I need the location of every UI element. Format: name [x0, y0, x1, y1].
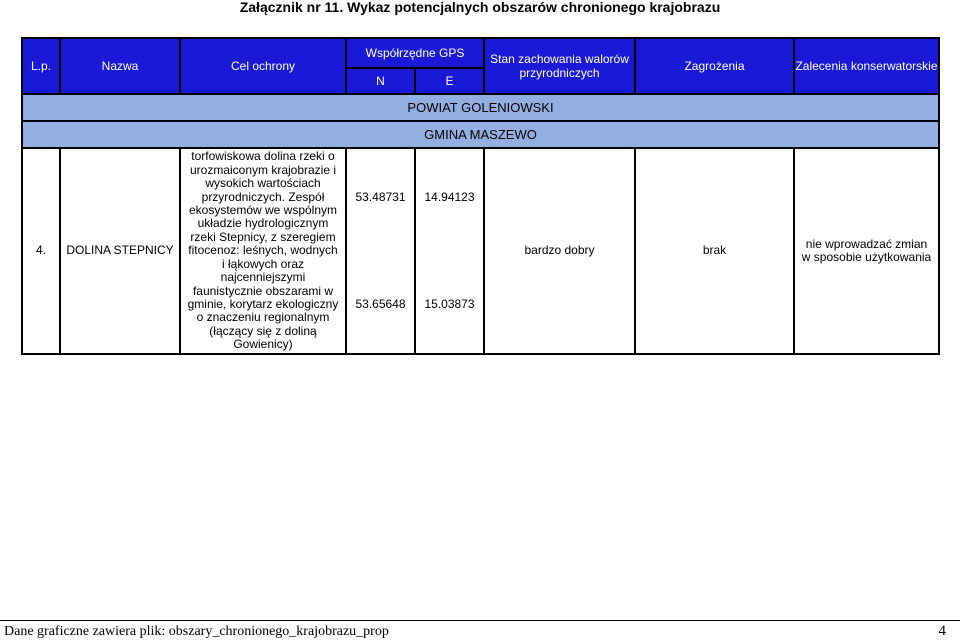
row-lp: 4. [35, 243, 46, 258]
table-row [22, 148, 939, 354]
header-zalecenia-label: Zalecenia konserwatorskie [795, 59, 938, 73]
row-e2: 15.03873 [424, 296, 475, 311]
row-n1: 53.48731 [355, 190, 406, 204]
cell-nazwa [60, 148, 180, 354]
header-cel-label: Cel ochrony [230, 59, 296, 73]
header-lp-label: L.p. [30, 59, 51, 73]
row-zalecenia: nie wprowadzać zmian w sposobie użytkowania [801, 236, 932, 264]
page-title: Załącznik nr 11. Wykaz potencjalnych obszarów chronionego krajobrazu [239, 0, 721, 15]
header-nazwa [60, 38, 180, 94]
cell-zagrozenia [635, 148, 794, 354]
header-n [346, 68, 415, 94]
row-e1: 14.94123 [424, 190, 475, 204]
cell-stan [484, 148, 635, 354]
cell-zalecenia [794, 148, 939, 354]
header-zagrozenia-label: Zagrożenia [684, 59, 745, 73]
cell-e [415, 148, 484, 354]
footer-divider [0, 620, 960, 621]
header-e [415, 68, 484, 94]
section-powiat [22, 94, 939, 121]
row-n2: 53.65648 [355, 296, 406, 311]
header-gps-label: Współrzędne GPS [365, 46, 465, 60]
header-stan [484, 38, 635, 94]
section-gmina [22, 121, 939, 148]
row-stan: bardzo dobry [524, 243, 595, 258]
row-nazwa: DOLINA STEPNICY [66, 243, 174, 258]
cell-n [346, 148, 415, 354]
header-n-label: N [376, 74, 385, 88]
page-number: 4 [938, 623, 946, 639]
cell-lp [22, 148, 60, 354]
header-cel [180, 38, 346, 94]
row-zagrozenia: brak [702, 243, 727, 258]
cell-cel [180, 148, 346, 354]
footer-text: Dane graficzne zawiera plik: obszary_chronionego_krajobrazu_prop [4, 624, 389, 639]
header-stan-label: Stan zachowania walorów przyrodniczych [490, 52, 629, 80]
header-e-label: E [445, 74, 454, 88]
header-nazwa-label: Nazwa [101, 59, 139, 73]
section-powiat-label: POWIAT GOLENIOWSKI [407, 100, 554, 115]
header-zagrozenia [635, 38, 794, 94]
section-gmina-label: GMINA MASZEWO [424, 127, 537, 142]
row-cel: torfowiskowa dolina rzeki o urozmaiconym krajobrazie i wysokich wartościach przyrodniczych. Zespół ekosystemów we wspólnym układzie hydrologicznym rzeki Stepnicy, z szeregiem fitocenoz: leśnych, wodnych i łąkowych oraz najcenniejszymi faunistycznie obszarami w gminie, korytarz ekologiczny o znaczeniu regionalnym (łączący się z doliną Gowienicy) [187, 149, 339, 352]
protected-areas-table [21, 37, 940, 355]
header-gps [346, 38, 484, 68]
header-zalecenia [794, 38, 939, 94]
header-lp [22, 38, 60, 94]
